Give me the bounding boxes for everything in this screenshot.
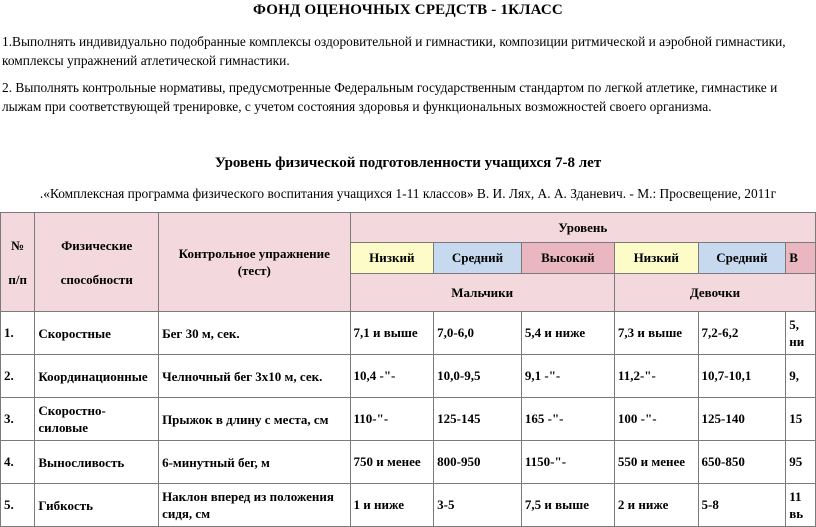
header-ability-label: Физические bbox=[61, 237, 133, 253]
row-exercise-text: Бег 30 м, сек. bbox=[162, 325, 240, 341]
cell-girls-mid: 650-850 bbox=[698, 441, 786, 484]
cell-boys-mid: 800-950 bbox=[434, 441, 522, 484]
cell-girls-high-text-2: ни bbox=[789, 334, 805, 349]
cell-girls-mid: 7,2-6,2 bbox=[698, 312, 786, 355]
row-ability-text-2: силовые bbox=[38, 420, 89, 435]
row-ability-text: Гибкость bbox=[38, 497, 94, 513]
table-row bbox=[1, 398, 816, 441]
header-girls: Девочки bbox=[614, 274, 815, 312]
row-exercise-text: Челночный бег 3х10 м, сек. bbox=[162, 368, 323, 384]
header-ability bbox=[35, 213, 159, 312]
cell-boys-low: 110-"- bbox=[350, 398, 434, 441]
cell-boys-high: 9,1 -"- bbox=[521, 355, 614, 398]
cell-boys-mid: 7,0-6,0 bbox=[434, 312, 522, 355]
paragraph-2: 2. Выполнять контрольные нормативы, предусмотренные Федеральным государственным стандартом по легкой атлетике, гимнастике и лыжам при соответствующей тренировке, с учетом состояния здоровья и функциональных возможностей своего организма. bbox=[2, 80, 778, 114]
level-boys-mid: Средний bbox=[434, 243, 522, 274]
level-boys-low: Низкий bbox=[350, 243, 434, 274]
row-ability bbox=[35, 398, 159, 441]
cell-girls-mid: 10,7-10,1 bbox=[698, 355, 786, 398]
row-number: 4. bbox=[1, 441, 35, 484]
level-boys-high: Высокий bbox=[521, 243, 614, 274]
row-exercise bbox=[159, 312, 350, 355]
header-exercise-label-2: (тест) bbox=[237, 263, 271, 278]
table-title: Уровень физической подготовленности учащихся 7-8 лет bbox=[214, 155, 602, 171]
row-ability-text: Выносливость bbox=[38, 454, 125, 470]
table-row bbox=[1, 441, 816, 484]
cell-girls-high-text: 11 bbox=[789, 489, 802, 504]
cell-girls-low: 100 -"- bbox=[614, 398, 698, 441]
row-number: 5. bbox=[1, 484, 35, 527]
cell-girls-low: 2 и ниже bbox=[614, 484, 698, 527]
row-exercise-text: Наклон вперед из положения bbox=[162, 489, 334, 504]
row-exercise bbox=[159, 398, 350, 441]
cell-boys-high: 5,4 и ниже bbox=[521, 312, 614, 355]
table-row bbox=[1, 355, 816, 398]
cell-girls-low: 11,2-"- bbox=[614, 355, 698, 398]
header-boys: Мальчики bbox=[350, 274, 614, 312]
cell-girls-high bbox=[786, 312, 816, 355]
row-ability-text: Скоростные bbox=[38, 325, 111, 341]
row-exercise bbox=[159, 441, 350, 484]
cell-boys-high: 7,5 и выше bbox=[521, 484, 614, 527]
row-exercise bbox=[159, 484, 350, 527]
cell-girls-high: 9, bbox=[786, 355, 816, 398]
row-ability-text: Координационные bbox=[38, 368, 148, 384]
table-row bbox=[1, 312, 816, 355]
source-citation: .«Комплексная программа физического воспитания учащихся 1-11 классов» В. И. Лях, А. А. Зданевич. - М.: Просвещение, 2011г bbox=[39, 186, 777, 201]
row-ability bbox=[35, 312, 159, 355]
row-number: 1. bbox=[1, 312, 35, 355]
row-exercise bbox=[159, 355, 350, 398]
cell-girls-mid: 125-140 bbox=[698, 398, 786, 441]
level-girls-low: Низкий bbox=[614, 243, 698, 274]
header-num bbox=[1, 213, 35, 312]
table-row bbox=[1, 484, 816, 527]
row-ability bbox=[35, 441, 159, 484]
header-level: Уровень bbox=[350, 213, 815, 243]
header-num-label-2: п/п bbox=[8, 271, 27, 287]
cell-girls-mid: 5-8 bbox=[698, 484, 786, 527]
cell-girls-high-text-2: вь bbox=[789, 506, 804, 521]
row-exercise-text-2: сидя, см bbox=[162, 506, 211, 521]
row-ability bbox=[35, 355, 159, 398]
cell-girls-high bbox=[786, 484, 816, 527]
header-exercise bbox=[159, 213, 350, 312]
cell-girls-high: 15 bbox=[786, 398, 816, 441]
header-ability-label-2: способности bbox=[60, 271, 133, 287]
header-num-label: № bbox=[11, 237, 25, 253]
cell-girls-high-text: 5, bbox=[789, 317, 800, 332]
cell-boys-high: 165 -"- bbox=[521, 398, 614, 441]
level-girls-mid: Средний bbox=[698, 243, 786, 274]
row-number: 2. bbox=[1, 355, 35, 398]
cell-boys-low: 10,4 -"- bbox=[350, 355, 434, 398]
cell-boys-low: 1 и ниже bbox=[350, 484, 434, 527]
cell-girls-high: 95 bbox=[786, 441, 816, 484]
row-ability bbox=[35, 484, 159, 527]
fitness-level-table bbox=[0, 212, 816, 527]
cell-boys-low: 750 и менее bbox=[350, 441, 434, 484]
cell-girls-low: 7,3 и выше bbox=[614, 312, 698, 355]
page-title: ФОНД ОЦЕНОЧНЫХ СРЕДСТВ - 1КЛАСС bbox=[253, 2, 563, 18]
cell-boys-low: 7,1 и выше bbox=[350, 312, 434, 355]
paragraph-1: 1.Выполнять индивидуально подобранные комплексы оздоровительной и гимнастики, композиции ритмической и аэробной гимнастики, комплексы упражнений атлетической гимнастики. bbox=[2, 34, 786, 68]
cell-boys-mid: 3-5 bbox=[434, 484, 522, 527]
level-girls-high: В bbox=[786, 243, 816, 274]
row-number: 3. bbox=[1, 398, 35, 441]
cell-boys-high: 1150-"- bbox=[521, 441, 614, 484]
header-exercise-label: Контрольное упражнение bbox=[178, 246, 330, 261]
row-exercise-text: 6-минутный бег, м bbox=[162, 454, 270, 470]
row-ability-text: Скоростно- bbox=[38, 403, 106, 418]
cell-girls-low: 550 и менее bbox=[614, 441, 698, 484]
row-exercise-text: Прыжок в длину с места, см bbox=[162, 411, 329, 427]
cell-boys-mid: 10,0-9,5 bbox=[434, 355, 522, 398]
cell-boys-mid: 125-145 bbox=[434, 398, 522, 441]
